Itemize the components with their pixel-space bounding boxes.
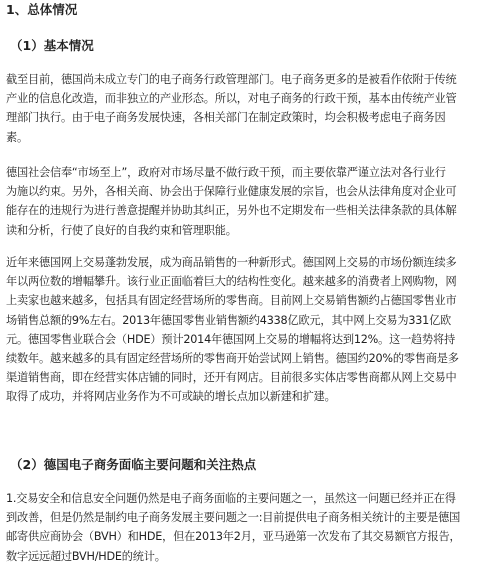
paragraph-line: 渠道销售商，即在经营实体店铺的同时，还开有网店。目前很多实体店零售商都从网上交易中 xyxy=(6,371,457,385)
paragraph-line: 素。 xyxy=(6,130,28,144)
paragraph-line: 年以两位数的增幅攀升。该行业正面临着巨大的结构性变化。越来越多的消费者上网购物，网 xyxy=(6,275,457,289)
paragraph-admin xyxy=(6,70,491,147)
paragraph-line: 元。德国零售业联合会（HDE）预计2014年德国网上交易的增幅将达到12%。这一趋势将持 xyxy=(6,332,456,346)
paragraph-online-trade xyxy=(6,253,491,407)
paragraph-line: 近年来德国网上交易蓬勃发展，成为商品销售的一种新形式。德国网上交易的市场份额连续多 xyxy=(6,256,457,269)
paragraph-regulation xyxy=(6,163,491,240)
paragraph-line: 截至目前，德国尚未成立专门的电子商务行政管理部门。电子商务更多的是被看作依附于传统 xyxy=(6,73,457,86)
paragraph-line: 续数年。越来越多的具有固定经营场所的零售商开始尝试网上销售。德国约20%的零售商是多 xyxy=(6,352,459,366)
paragraph-line: 产业的信息化改造，而非独立的产业形态。所以，对电子商务的行政干预，基本由传统产业管 xyxy=(6,92,457,106)
paragraph-line: 1.交易安全和信息安全问题仍然是电子商务面临的主要问题之一，虽然这一问题已经并正在得 xyxy=(6,492,456,505)
paragraph-line: 理部门执行。由于电子商务发展快速，各相关部门在制定政策时，均会积极考虑电子商务因 xyxy=(6,111,446,125)
paragraph-line: 数字远远超过BVH/HDE的统计。 xyxy=(6,549,166,563)
paragraph-line: 读和分析，行使了良好的自我约束和管理职能。 xyxy=(6,223,237,237)
subsection-heading-basic: （1）基本情况 xyxy=(10,38,94,53)
paragraph-line: 到改善，但是仍然是制约电子商务发展主要问题之一:目前提供电子商务相关统计的主要是德国 xyxy=(6,511,461,525)
paragraph-line: 为施以约束。另外，各相关商、协会出于保障行业健康发展的宗旨，也会从法律角度对企业可 xyxy=(6,185,457,199)
paragraph-line: 德国社会信奉“市场至上”，政府对市场尽量不做行政干预，而主要依靠严谨立法对各行业行 xyxy=(6,166,446,179)
subsection-heading-issues: （2）德国电子商务面临主要问题和关注热点 xyxy=(10,457,257,472)
paragraph-security xyxy=(6,489,491,566)
paragraph-line: 能存在的违规行为进行善意提醒并协助其纠正，另外也不定期发布一些相关法律条款的具体解 xyxy=(6,204,457,218)
paragraph-line: 取得了成功，并将网店业务作为不可或缺的增长点加以新建和扩建。 xyxy=(6,390,336,404)
section-heading: 1、总体情况 xyxy=(6,2,78,17)
paragraph-line: 邮寄供应商协会（BVH）和HDE，但在2013年2月，亚马逊第一次发布了其交易额官方报告， xyxy=(6,530,461,544)
paragraph-line: 上卖家也越来越多，包括具有固定经营场所的零售商。目前网上交易销售额约占德国零售业市 xyxy=(6,294,457,308)
paragraph-line: 场销售总额的9%左右。2013年德国零售业销售额约4338亿欧元，其中网上交易为331亿欧 xyxy=(6,313,452,327)
